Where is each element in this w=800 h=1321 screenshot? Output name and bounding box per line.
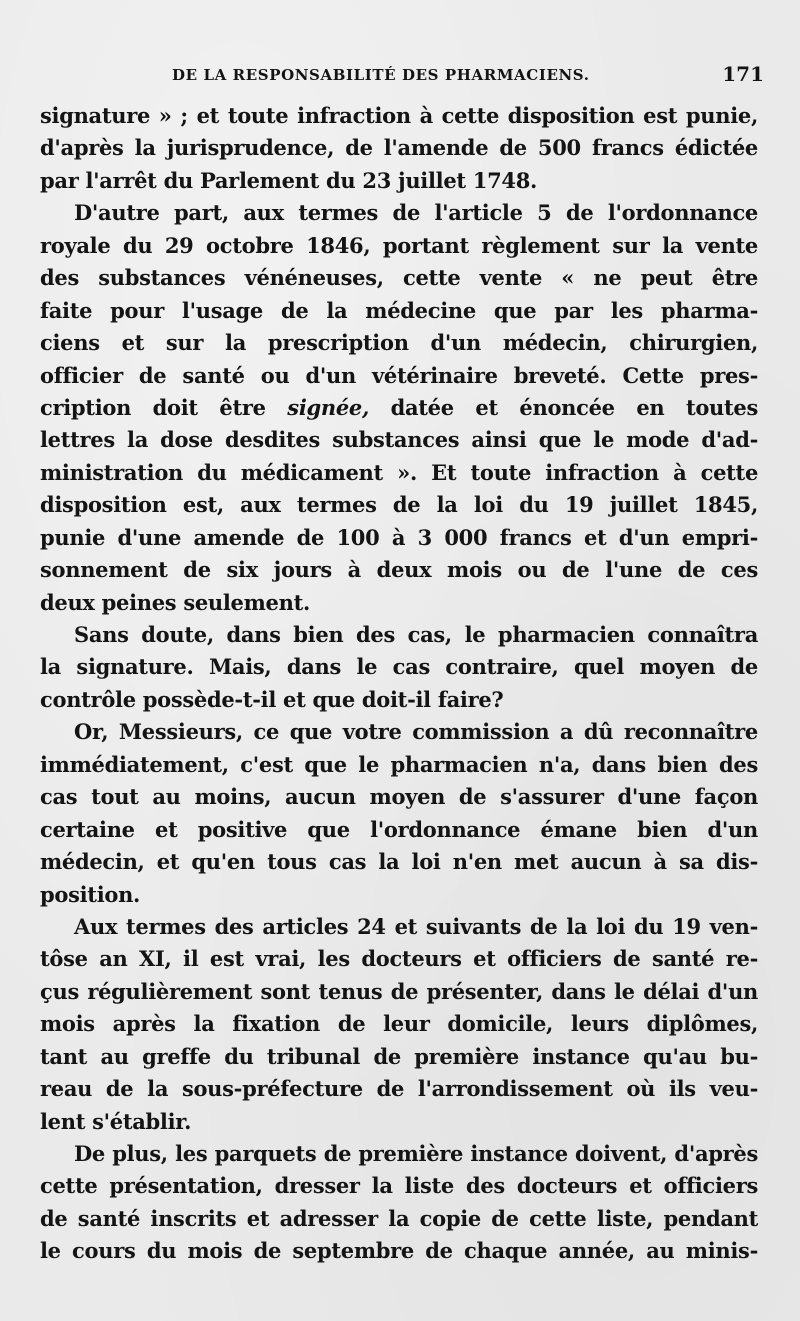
text-line: reau de la sous-préfecture de l'arrondissement où ils veu- xyxy=(40,1076,758,1102)
running-title: DE LA RESPONSABILITÉ DES PHARMACIENS. xyxy=(172,66,590,84)
text-line: ciens et sur la prescription d'un médecin, chirurgien, xyxy=(40,330,758,356)
text-line: signature » ; et toute infraction à cette disposition est punie, xyxy=(40,103,758,128)
text-line: par l'arrêt du Parlement du 23 juillet 1748. xyxy=(40,167,538,193)
text-line xyxy=(40,392,758,424)
body-text xyxy=(40,100,758,1268)
text-line: royale du 29 octobre 1846, portant règlement sur la vente xyxy=(40,232,758,258)
page-number: 171 xyxy=(722,62,764,86)
text-line: de santé inscrits et adresser la copie de cette liste, pendant xyxy=(40,1205,758,1231)
italic-word: signée, xyxy=(287,394,369,420)
text-line: ministration du médicament ». Et toute infraction à cette xyxy=(40,459,758,485)
text-line: certaine et positive que l'ordonnance émane bien d'un xyxy=(40,816,758,842)
text-line: tôse an XI, il est vrai, les docteurs et officiers de santé re- xyxy=(40,946,758,972)
text-line: immédiatement, c'est que le pharmacien n'a, dans bien des xyxy=(40,751,758,777)
text-line: cette présentation, dresser la liste des docteurs et officiers xyxy=(40,1173,758,1199)
text-line: Aux termes des articles 24 et suivants de la loi du 19 ven- xyxy=(74,913,758,939)
text-line: la signature. Mais, dans le cas contraire, quel moyen de xyxy=(40,654,758,680)
text-line: D'autre part, aux termes de l'article 5 de l'ordonnance xyxy=(74,200,758,226)
text-line: cas tout au moins, aucun moyen de s'assurer d'une façon xyxy=(40,784,758,810)
text-line: médecin, et qu'en tous cas la loi n'en met aucun à sa dis- xyxy=(40,849,758,875)
page-header xyxy=(68,62,764,90)
text-line: Or, Messieurs, ce que votre commission a dû reconnaître xyxy=(74,719,758,745)
text-line: sonnement de six jours à deux mois ou de l'une de ces xyxy=(40,557,758,583)
text-line: lent s'établir. xyxy=(40,1108,192,1134)
text-line: contrôle possède-t-il et que doit-il faire? xyxy=(40,686,504,712)
text-line: punie d'une amende de 100 à 3 000 francs et d'un empri- xyxy=(40,524,758,550)
text-line: disposition est, aux termes de la loi du 19 juillet 1845, xyxy=(40,492,758,518)
text-line: De plus, les parquets de première instance doivent, d'après xyxy=(74,1141,758,1166)
text-line: officier de santé ou d'un vétérinaire breveté. Cette pres- xyxy=(40,362,758,388)
text-fragment: datée et énoncée en toutes xyxy=(390,394,759,420)
text-line: tant au greffe du tribunal de première instance qu'au bu- xyxy=(40,1043,758,1069)
text-line: çus régulièrement sont tenus de présenter, dans le délai d'un xyxy=(40,978,758,1004)
text-line: deux peines seulement. xyxy=(40,589,310,615)
text-line: mois après la fixation de leur domicile, leurs diplômes, xyxy=(40,1011,758,1037)
text-fragment: cription doit être xyxy=(40,394,266,420)
text-line: le cours du mois de septembre de chaque année, au minis- xyxy=(40,1238,758,1264)
text-line: faite pour l'usage de la médecine que par les pharma- xyxy=(40,297,758,323)
text-line: position. xyxy=(40,881,141,907)
text-line: lettres la dose desdites substances ainsi que le mode d'ad- xyxy=(40,427,758,453)
text-line: des substances vénéneuses, cette vente « ne peut être xyxy=(40,265,758,291)
text-line: Sans doute, dans bien des cas, le pharmacien connaîtra xyxy=(74,622,758,647)
text-line: d'après la jurisprudence, de l'amende de 500 francs édictée xyxy=(40,135,758,161)
